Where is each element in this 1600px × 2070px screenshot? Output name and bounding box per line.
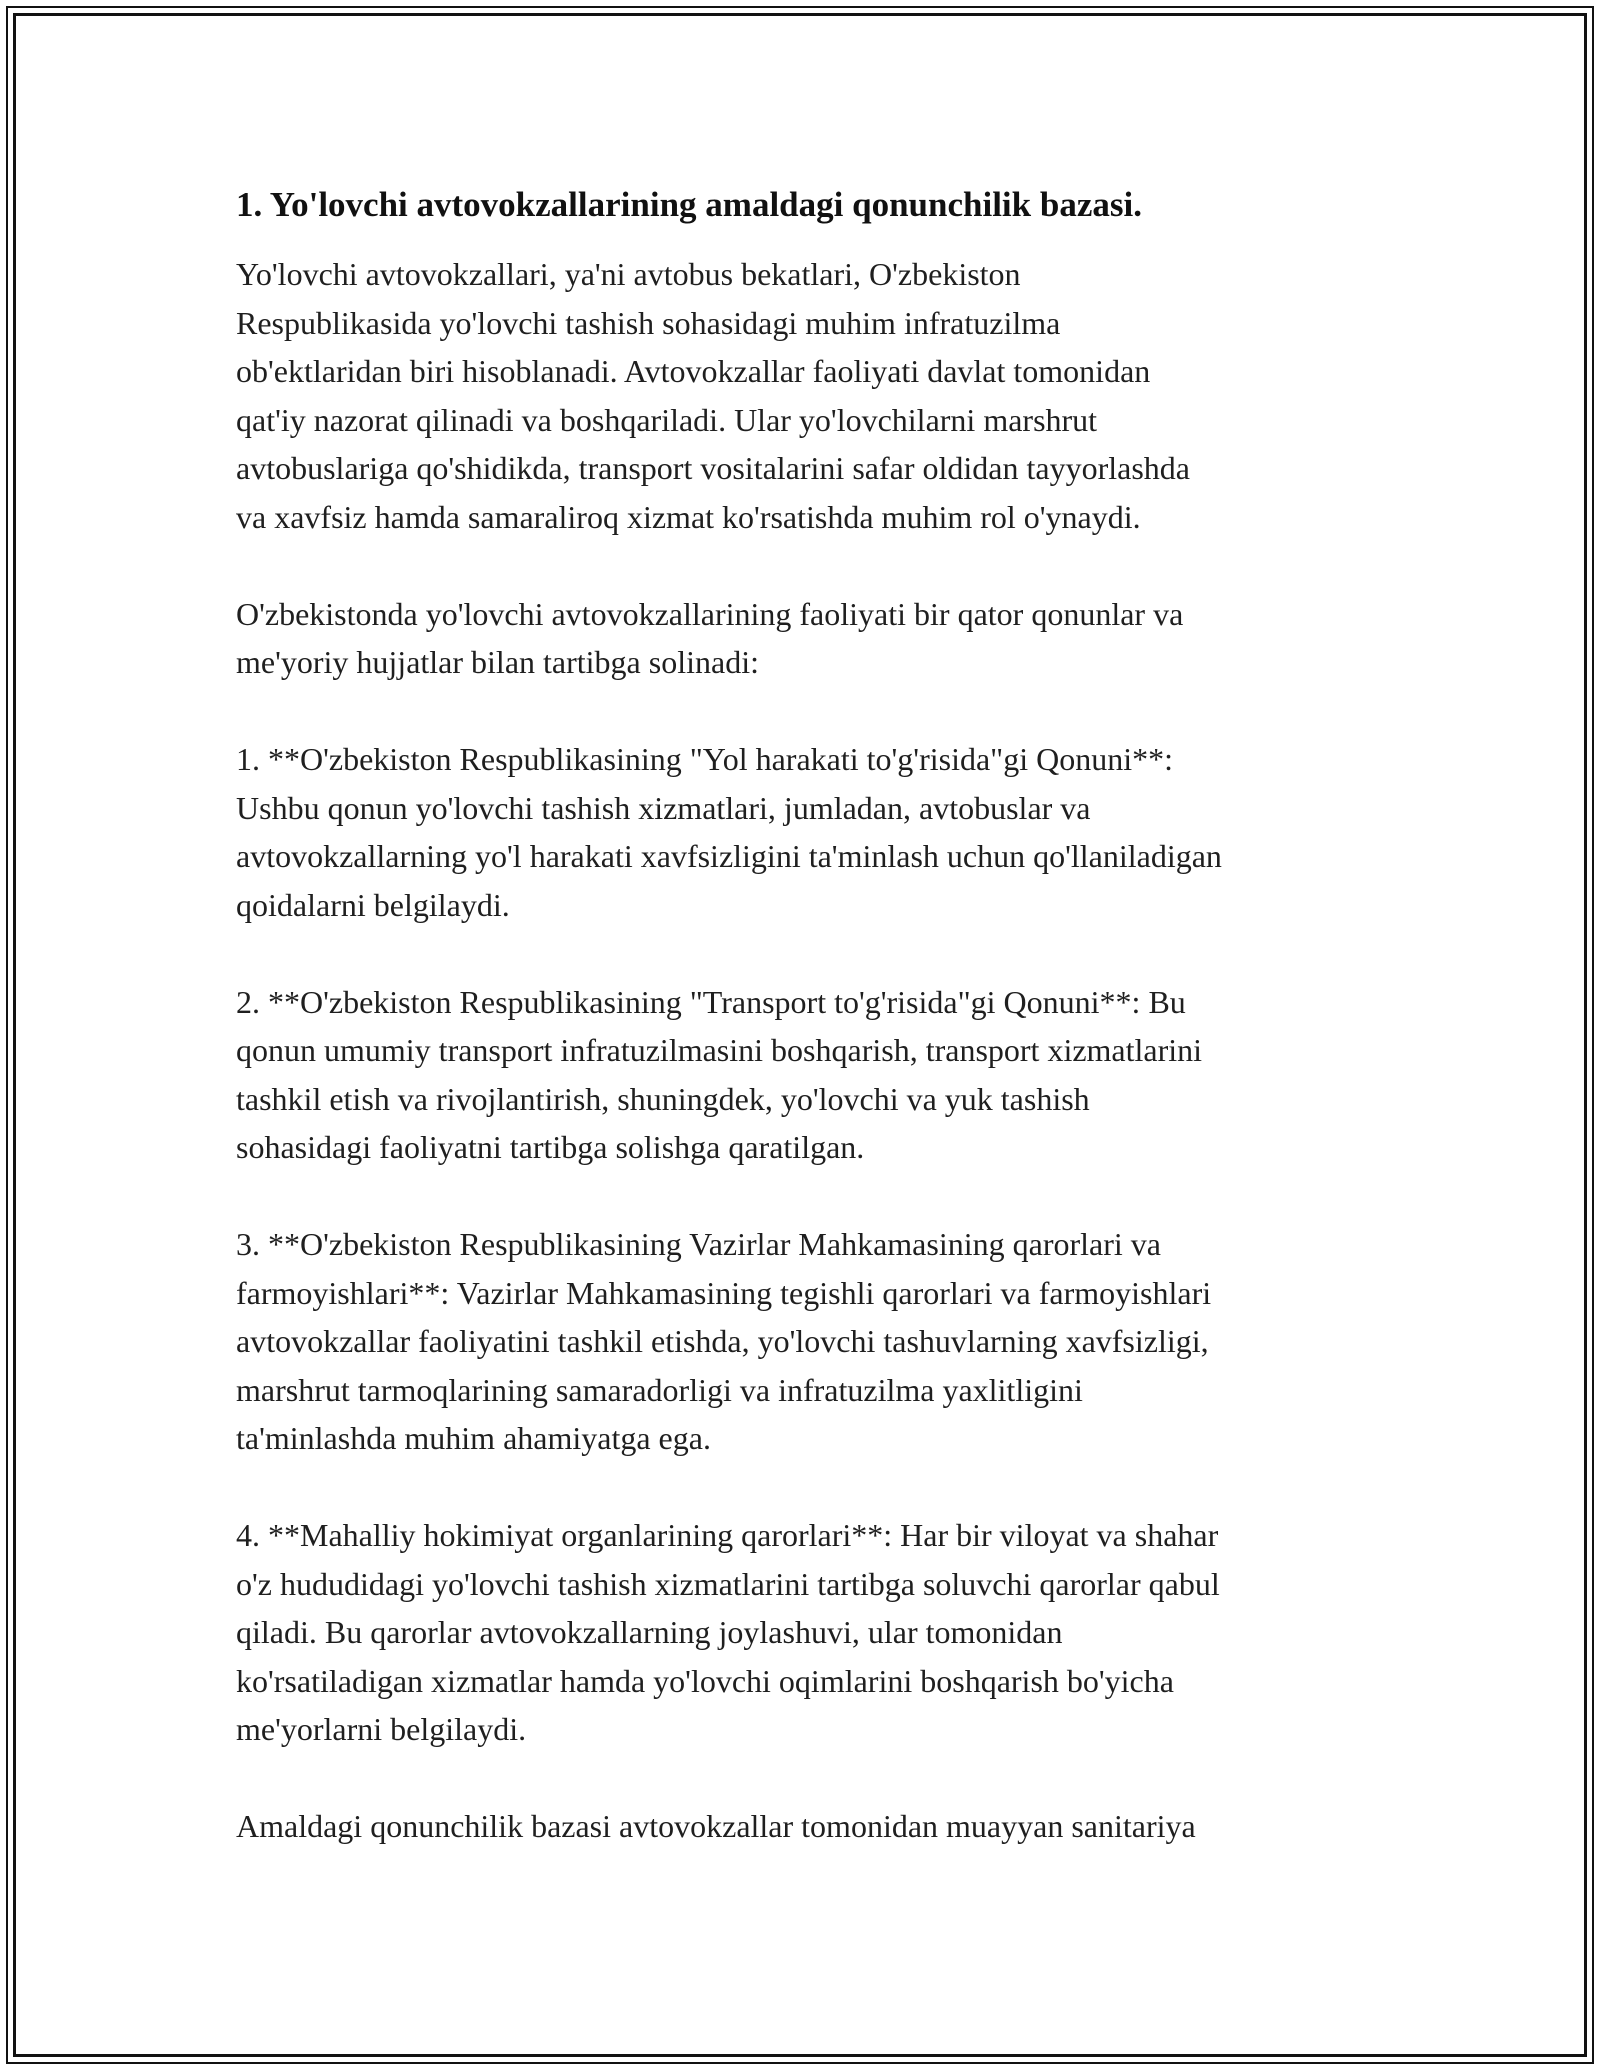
text-line: ob'ektlaridan biri hisoblanadi. Avtovokzallar faoliyati davlat tomonidan: [236, 353, 1151, 389]
document-body: [236, 178, 1384, 1899]
paragraph: [236, 590, 1384, 687]
text-line: 1. **O'zbekiston Respublikasining "Yol harakati to'g'risida"gi Qonuni**:: [236, 741, 1173, 777]
text-line: O'zbekistonda yo'lovchi avtovokzallarining faoliyati bir qator qonunlar va: [236, 595, 1184, 632]
text-line: me'yoriy hujjatlar bilan tartibga solinadi:: [236, 644, 759, 680]
text-line: qat'iy nazorat qilinadi va boshqariladi. Ular yo'lovchilarni marshrut: [236, 401, 1098, 438]
paragraph: [236, 1220, 1384, 1463]
paragraph: [236, 735, 1384, 929]
text-line: 2. **O'zbekiston Respublikasining "Transport to'g'risida"gi Qonuni**: Bu: [236, 983, 1186, 1020]
text-line: marshrut tarmoqlarining samaradorligi va infratuzilma yaxlitligini: [236, 1371, 1083, 1408]
text-line: avtobuslariga qo'shidikda, transport vositalarini safar oldidan tayyorlashda: [236, 450, 1190, 486]
document-heading: 1. Yo'lovchi avtovokzallarining amaldagi qonunchilik bazasi.: [236, 185, 1142, 224]
text-line: avtovokzallarning yo'l harakati xavfsizligini ta'minlash uchun qo'llaniladigan: [236, 838, 1222, 874]
paragraph: [236, 1511, 1384, 1754]
text-line: avtovokzallar faoliyatini tashkil etishda, yo'lovchi tashuvlarning xavfsizligi,: [236, 1323, 1209, 1359]
text-line: va xavfsiz hamda samaraliroq xizmat ko'rsatishda muhim rol o'ynaydi.: [236, 498, 1141, 535]
text-line: 3. **O'zbekiston Respublikasining Vazirlar Mahkamasining qarorlari va: [236, 1226, 1161, 1262]
text-line: qonun umumiy transport infratuzilmasini boshqarish, transport xizmatlarini: [236, 1032, 1203, 1068]
text-line: qoidalarni belgilaydi.: [236, 886, 510, 923]
text-line: Yo'lovchi avtovokzallari, ya'ni avtobus bekatlari, O'zbekiston: [236, 256, 1021, 292]
text-line: o'z hududidagi yo'lovchi tashish xizmatlarini tartibga soluvchi qarorlar qabul: [236, 1565, 1220, 1602]
text-line: 4. **Mahalliy hokimiyat organlarining qarorlari**: Har bir viloyat va shahar: [236, 1517, 1219, 1553]
text-line: Ushbu qonun yo'lovchi tashish xizmatlari, jumladan, avtobuslar va: [236, 789, 1091, 826]
text-line: qiladi. Bu qarorlar avtovokzallarning joylashuvi, ular tomonidan: [236, 1614, 1063, 1650]
text-line: Respublikasida yo'lovchi tashish sohasidagi muhim infratuzilma: [236, 304, 1061, 341]
text-line: me'yorlarni belgilaydi.: [236, 1711, 527, 1747]
paragraph: [236, 978, 1384, 1172]
paragraph-list: [236, 250, 1384, 1851]
text-line: ta'minlashda muhim ahamiyatga ega.: [236, 1420, 711, 1456]
text-line: tashkil etish va rivojlantirish, shuningdek, yo'lovchi va yuk tashish: [236, 1080, 1090, 1117]
text-line: ko'rsatiladigan xizmatlar hamda yo'lovchi oqimlarini boshqarish bo'yicha: [236, 1662, 1174, 1699]
text-line: Amaldagi qonunchilik bazasi avtovokzallar tomonidan muayyan sanitariya: [236, 1808, 1196, 1844]
paragraph: [236, 250, 1384, 541]
text-line: sohasidagi faoliyatni tartibga solishga qaratilgan.: [236, 1129, 865, 1165]
text-line: farmoyishlari**: Vazirlar Mahkamasining tegishli qarorlari va farmoyishlari: [236, 1274, 1212, 1311]
paragraph: [236, 1802, 1384, 1851]
